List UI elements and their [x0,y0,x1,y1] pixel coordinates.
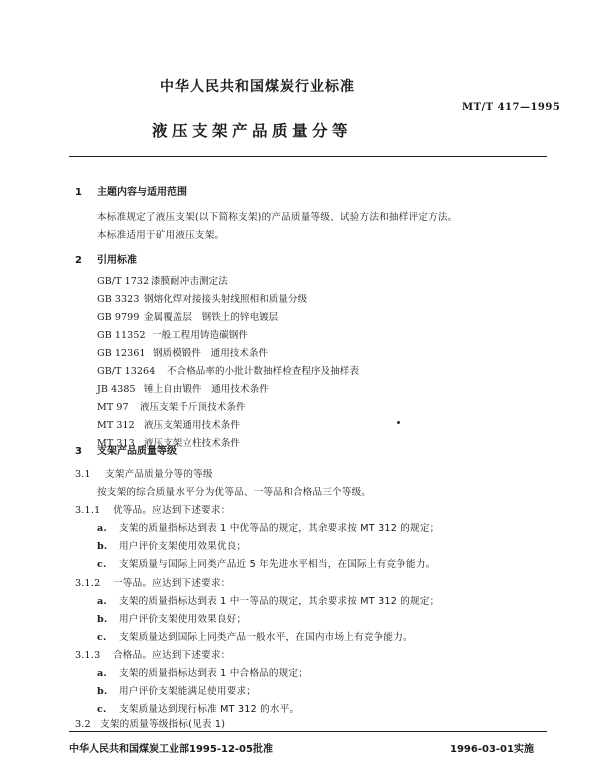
clause-number: 3.1 [75,469,91,480]
standard-code: MT/T 417—1995 [462,102,561,113]
document-title: 液压支架产品质量分等 [152,122,353,140]
reference-title: 钢质模锻件 通用技术条件 [153,348,269,359]
list-item [97,520,439,534]
section-title: 主题内容与适用范围 [97,187,187,198]
item-label: c. [97,632,107,643]
clause-text: 优等品。应达到下述要求： [113,505,231,516]
reference-item [97,291,307,305]
item-label: c. [97,559,107,570]
reference-item [97,363,359,377]
section-number: 1 [75,187,82,198]
clause-number: 3.1.1 [75,505,101,516]
reference-title: 不合格品率的小批计数抽样检查程序及抽样表 [167,366,360,377]
clause-number: 3.1.2 [75,578,101,589]
item-text: 用户评价支架使用效果良好； [119,614,247,625]
item-text: 支架的质量指标达到表 1 中合格品的规定； [119,668,309,679]
reference-code: GB/T 1732 [97,276,150,287]
reference-code: GB 9799 [97,312,140,323]
item-text: 用户评价支架使用效果优良； [119,541,247,552]
clause-3-1 [75,466,213,480]
item-text: 支架质量达到现行标准 MT 312 的水平。 [119,704,300,715]
clause-3-1-1 [75,502,231,516]
section-3-heading [75,442,177,457]
reference-code: MT 97 [97,402,129,413]
list-item [97,629,413,643]
list-item [97,593,439,607]
reference-title: 一般工程用铸造碳钢件 [152,330,249,341]
section-title: 引用标准 [97,255,137,266]
approval-statement: 中华人民共和国煤炭工业部1995-12-05批准 [69,744,273,755]
clause-3-1-3 [75,647,231,661]
reference-code: MT 312 [97,420,135,431]
header-divider [69,156,547,157]
item-text: 支架质量与国际上同类产品近 5 年先进水平相当，在国际上有竞争能力。 [119,559,436,570]
item-text: 支架的质量指标达到表 1 中一等品的规定，其余要求按 MT 312 的规定； [119,596,440,607]
reference-item [97,309,278,323]
item-text: 用户评价支架能满足使用要求； [119,686,257,697]
reference-code: GB 12361 [97,348,146,359]
clause-text: 支架的质量等级指标(见表 1) [100,719,226,730]
clause-text: 合格品。应达到下述要求： [113,650,231,661]
paragraph: 本标准规定了液压支架(以下简称支架)的产品质量等级、试验方法和抽样评定方法。 [97,212,458,223]
reference-title: 液压支架千斤顶技术条件 [140,402,246,413]
clause-text: 支架产品质量分等的等级 [105,469,213,480]
reference-title: 锤上自由锻件 通用技术条件 [144,384,269,395]
item-label: a. [97,668,107,679]
item-label: c. [97,704,107,715]
reference-code: JB 4385 [97,384,136,395]
reference-item [97,399,246,413]
reference-title: 漆膜耐冲击测定法 [151,276,228,287]
list-item [97,538,246,552]
item-label: a. [97,596,107,607]
ink-speck [397,421,400,424]
clause-number: 3.1.3 [75,650,101,661]
reference-title: 钢熔化焊对接接头射线照相和质量分级 [144,294,308,305]
list-item [97,701,299,715]
reference-item [97,417,240,431]
item-label: b. [97,614,108,625]
item-text: 支架的质量指标达到表 1 中优等品的规定，其余要求按 MT 312 的规定； [119,523,440,534]
reference-title: 液压支架通用技术条件 [144,420,241,431]
clause-text: 一等品。应达到下述要求： [113,578,231,589]
item-label: a. [97,523,107,534]
item-label: b. [97,686,108,697]
item-text: 支架质量达到国际上同类产品一般水平，在国内市场上有竞争能力。 [119,632,413,643]
paragraph: 本标准适用于矿用液压支架。 [97,230,225,241]
section-1-heading [75,183,187,198]
footer-divider [69,731,547,732]
standard-category: 中华人民共和国煤炭行业标准 [160,79,355,95]
reference-code: GB/T 13264 [97,366,156,377]
reference-item [97,345,268,359]
list-item [97,665,308,679]
reference-code: GB 11352 [97,330,146,341]
reference-item [97,273,228,287]
clause-number: 3.2 [75,719,91,730]
reference-code: GB 3323 [97,294,140,305]
list-item [97,683,256,697]
clause-3-2 [75,716,225,730]
section-number: 3 [75,446,82,457]
reference-title: 金属覆盖层 钢铁上的锌电镀层 [144,312,279,323]
section-2-heading [75,251,137,266]
reference-code: MT 313 [97,438,135,449]
list-item [97,611,246,625]
paragraph: 按支架的综合质量水平分为优等品、一等品和合格品三个等级。 [97,487,372,498]
section-title: 支架产品质量等级 [97,446,177,457]
section-number: 2 [75,255,82,266]
reference-item [97,327,248,341]
clause-3-1-2 [75,575,231,589]
reference-item [97,381,269,395]
reference-title: 液压支架立柱技术条件 [144,438,241,449]
list-item [97,556,435,570]
effective-date: 1996-03-01实施 [450,744,534,755]
item-label: b. [97,541,108,552]
